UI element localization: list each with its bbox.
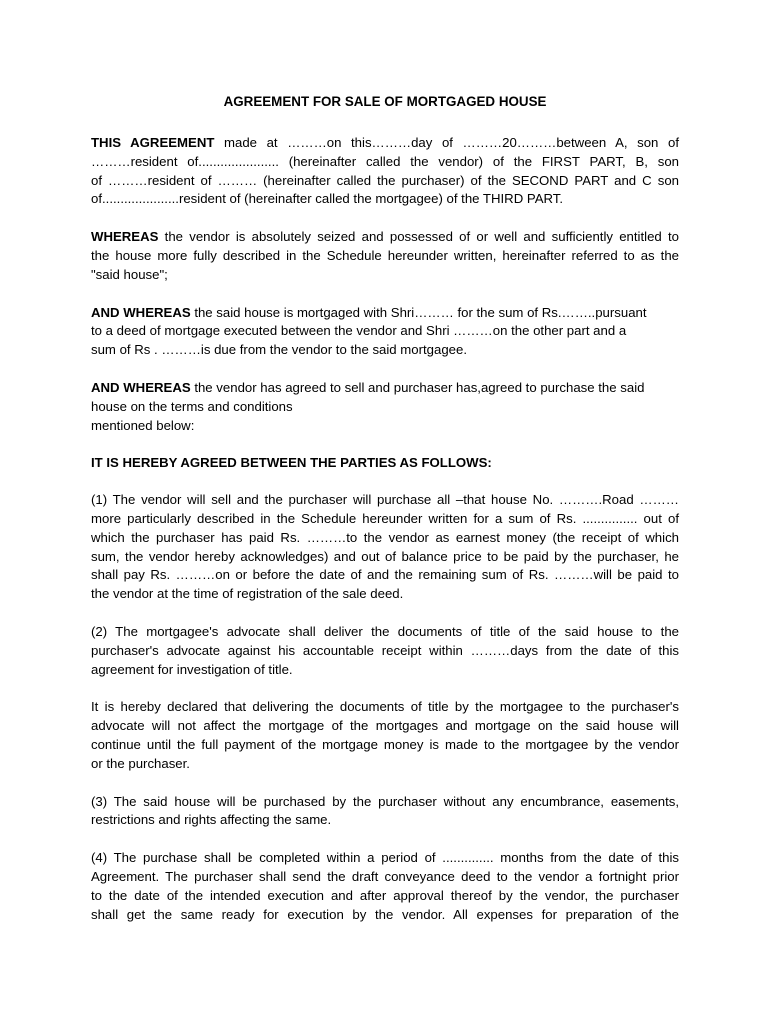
intro-line: ………resident of...................... (hereinafter called the vendor) of the FIRST PART, B, son <box>91 153 679 169</box>
intro-lead: THIS AGREEMENT <box>91 135 215 150</box>
intro-line: of.....................resident of (hereinafter called the mortgagee) of the THIRD PART. <box>91 191 564 207</box>
intro-paragraph <box>91 134 679 209</box>
declaration-paragraph <box>91 698 679 773</box>
clause-4 <box>91 849 679 924</box>
whereas2-line: to a deed of mortgage executed between the vendor and Shri ………on the other part and a <box>91 323 627 339</box>
whereas3-line: house on the terms and conditions <box>91 398 293 414</box>
clause4-line: (4) The purchase shall be completed within a period of .............. months from the date of this <box>91 850 679 866</box>
clause1-line: more particularly described in the Schedule hereunder written for a sum of Rs. ............... out of <box>91 510 679 526</box>
whereas1-line-text: the vendor is absolutely seized and possessed of or well and sufficiently entitled to <box>164 229 680 245</box>
whereas-paragraph-3 <box>91 379 679 435</box>
clause2-line: (2) The mortgagee's advocate shall deliver the documents of title of the said house to the <box>91 623 679 639</box>
clause-3 <box>91 793 679 831</box>
whereas-paragraph-2 <box>91 304 679 360</box>
declaration-line: or the purchaser. <box>91 755 190 771</box>
declaration-line: continue until the full payment of the mortgage money is made to the mortgagee by the vendor <box>91 736 679 752</box>
whereas2-line-text: the said house is mortgaged with Shri……… for the sum of Rs.……..pursuant <box>194 304 647 320</box>
whereas1-line: the house more fully described in the Schedule hereunder written, hereinafter referred to as the <box>91 247 679 263</box>
clause1-line: (1) The vendor will sell and the purchaser will purchase all –that house No. ……….Road ……… <box>91 492 679 508</box>
whereas2-lead: AND WHEREAS <box>91 304 191 320</box>
whereas1-lead: WHEREAS <box>91 229 159 245</box>
clause1-line: shall pay Rs. ………on or before the date of and the remaining sum of Rs. ………will be paid to <box>91 567 679 583</box>
whereas3-line <box>91 379 679 398</box>
clause4-line: to the date of the intended execution and after approval thereof by the vendor, the purchaser <box>91 887 679 903</box>
document-title: AGREEMENT FOR SALE OF MORTGAGED HOUSE <box>223 94 547 109</box>
clause2-line: purchaser's advocate against his accountable receipt within ………days from the date of this <box>91 642 679 658</box>
clause3-line: (3) The said house will be purchased by the purchaser without any encumbrance, easements, <box>91 793 679 809</box>
document-page <box>91 92 679 943</box>
clause3-line: restrictions and rights affecting the same. <box>91 812 332 828</box>
whereas1-line: "said house"; <box>91 266 168 282</box>
clause4-line: shall get the same ready for execution by the vendor. All expenses for preparation of the <box>91 906 679 922</box>
whereas3-line-text: the vendor has agreed to sell and purchaser has,agreed to purchase the said <box>194 379 645 395</box>
intro-line <box>91 134 679 153</box>
whereas2-line: sum of Rs . ………is due from the vendor to the said mortgagee. <box>91 342 468 358</box>
intro-line: of ………resident of ……… (hereinafter called the purchaser) of the SECOND PART and C son <box>91 172 679 188</box>
clause1-line: sum, the vendor hereby acknowledges) and out of balance price to be paid by the purchaser, he <box>91 548 679 564</box>
whereas1-line <box>91 228 679 247</box>
declaration-line: advocate will not affect the mortgage of the mortgages and mortgage on the said house will <box>91 718 679 734</box>
clause1-line: which the purchaser has paid Rs. ………to the vendor as earnest money (the receipt of which <box>91 529 679 545</box>
whereas3-line: mentioned below: <box>91 417 195 433</box>
clause-1 <box>91 491 679 604</box>
whereas2-line <box>91 304 679 323</box>
clause1-line: the vendor at the time of registration of the sale deed. <box>91 586 404 602</box>
agreed-heading: IT IS HEREBY AGREED BETWEEN THE PARTIES AS FOLLOWS: <box>91 455 492 471</box>
declaration-line: It is hereby declared that delivering the documents of title by the mortgagee to the purchaser's <box>91 699 679 715</box>
whereas3-lead: AND WHEREAS <box>91 379 191 395</box>
clause-2 <box>91 623 679 679</box>
clause2-line: agreement for investigation of title. <box>91 661 293 677</box>
intro-line-text: made at ………on this………day of ………20………between A, son of <box>224 135 679 150</box>
clause4-line: Agreement. The purchaser shall send the draft conveyance deed to the vendor a fortnight prior <box>91 868 679 884</box>
whereas-paragraph-1 <box>91 228 679 284</box>
